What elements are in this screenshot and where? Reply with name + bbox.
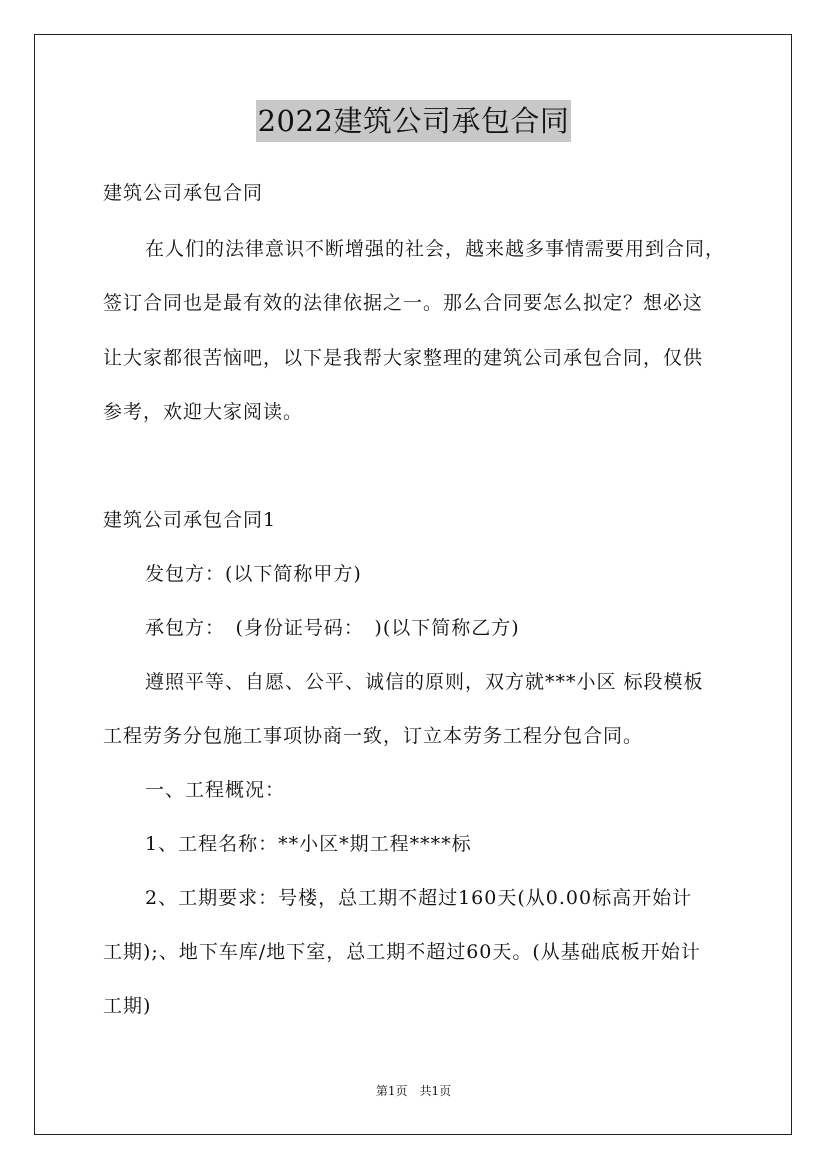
- intro-line-1: 在人们的法律意识不断增强的社会，越来越多事情需要用到合同，: [145, 238, 726, 260]
- principle-line-1: 遵照平等、自愿、公平、诚信的原则，双方就***小区 标段模板: [145, 671, 704, 693]
- document-title: 2022建筑公司承包合同: [256, 100, 572, 142]
- page-footer: 第1页 共1页: [375, 1084, 452, 1098]
- item-2-line-3: 工期): [103, 995, 152, 1017]
- party-a: 发包方：(以下简称甲方): [145, 563, 362, 585]
- clause-1-heading: 一、工程概况：: [145, 779, 286, 801]
- intro-line-2: 签订合同也是最有效的法律依据之一。那么合同要怎么拟定？想必这: [103, 292, 704, 314]
- intro-line-4: 参考，欢迎大家阅读。: [103, 401, 304, 423]
- intro-line-3: 让大家都很苦恼吧，以下是我帮大家整理的建筑公司承包合同，仅供: [103, 347, 704, 369]
- item-2-line-2: 工期);、地下车库/地下室，总工期不超过60天。(从基础底板开始计: [103, 941, 701, 963]
- title-container: [0, 100, 827, 142]
- document-subtitle: 建筑公司承包合同: [103, 182, 264, 204]
- item-1: 1、工程名称：**小区*期工程****标: [145, 833, 472, 855]
- principle-line-2: 工程劳务分包施工事项协商一致，订立本劳务工程分包合同。: [103, 725, 644, 747]
- section-heading: 建筑公司承包合同1: [103, 509, 277, 531]
- item-2-line-1: 2、工期要求：号楼，总工期不超过160天(从0.00标高开始计: [145, 887, 693, 909]
- party-b: 承包方： (身份证号码： )(以下简称乙方): [145, 617, 520, 639]
